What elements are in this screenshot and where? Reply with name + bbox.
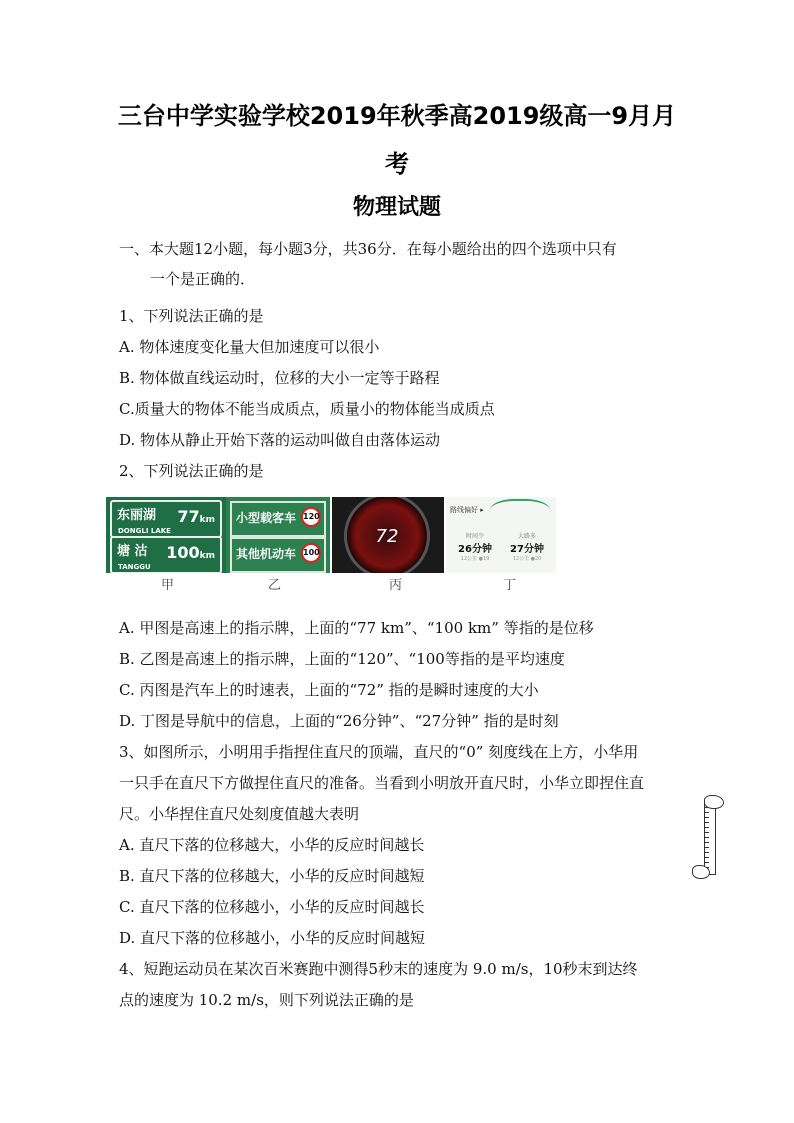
route-line	[490, 499, 550, 527]
q1-option-d: D. 物体从静止开始下落的运动叫做自由落体运动	[119, 431, 441, 449]
sign-place-1: 东丽湖	[117, 508, 157, 523]
limit-value-1: 120	[301, 507, 321, 527]
limit-row-1	[230, 501, 326, 537]
sign-row-tanggu	[110, 536, 222, 573]
sign-distance-2: 100km	[166, 543, 215, 562]
instructions-line-2: 一个是正确的．	[150, 270, 256, 288]
subtitle: 物理试题	[352, 195, 441, 220]
ruler-figure	[690, 795, 730, 885]
limit-value-2: 100	[301, 543, 321, 563]
q3-option-c: C. 直尺下落的位移越小，小华的反应时间越长	[119, 898, 425, 916]
sign-distance-1: 77km	[177, 507, 215, 526]
caption-yi: 乙	[268, 578, 282, 593]
caption-jia: 甲	[161, 578, 175, 593]
q1-option-c: C.质量大的物体不能当成质点，质量小的物体能当成质点	[119, 400, 495, 418]
nav-option-2: 大路多 27分钟 12公里 ●20	[510, 533, 544, 562]
q2-image-strip	[106, 497, 556, 573]
q2-option-a: A. 甲图是高速上的指示牌，上面的“77 km”、“100 km” 等指的是位移	[119, 619, 594, 637]
sign-place-2: 塘 沽	[117, 544, 148, 559]
hand-bottom-icon	[692, 865, 710, 879]
q2-option-c: C. 丙图是汽车上的时速表，上面的“72” 指的是瞬时速度的大小	[119, 681, 539, 699]
title-line-2: 考	[385, 150, 409, 178]
caption-bing: 丙	[389, 578, 403, 593]
image-yi-speed-limit-sign	[226, 497, 330, 573]
q1-stem: 1、下列说法正确的是	[119, 307, 264, 325]
image-bing-speedometer	[332, 497, 444, 573]
instructions-line-1: 一、本大题12小题，每小题3分，共36分．在每小题给出的四个选项中只有	[119, 240, 617, 258]
q3-stem-1: 3、如图所示，小明用手指捏住直尺的顶端，直尺的“0” 刻度线在上方，小华用	[119, 743, 639, 761]
caption-ding: 丁	[503, 578, 517, 593]
hand-top-icon	[704, 795, 724, 809]
q3-stem-2: 一只手在直尺下方做捏住直尺的准备。当看到小明放开直尺时，小华立即捏住直	[119, 774, 645, 792]
q1-option-a: A. 物体速度变化量大但加速度可以很小	[119, 338, 380, 356]
q3-option-d: D. 直尺下落的位移越小，小华的反应时间越短	[119, 929, 426, 947]
ruler	[704, 801, 716, 875]
q2-option-d: D. 丁图是导航中的信息，上面的“26分钟”、“27分钟” 指的是时刻	[119, 712, 559, 730]
q2-option-b: B. 乙图是高速上的指示牌，上面的“120”、“100等指的是平均速度	[119, 650, 565, 668]
speedometer-dial	[344, 497, 430, 573]
q3-option-a: A. 直尺下落的位移越大，小华的反应时间越长	[119, 836, 425, 854]
title-line-1: 三台中学实验学校2019年秋季高2019级高一9月月	[117, 102, 677, 130]
image-ding-navigation	[446, 497, 556, 573]
q3-stem-3: 尺。小华捏住直尺处刻度值越大表明	[119, 805, 360, 823]
image-jia-road-sign	[106, 497, 226, 573]
nav-header: 路线偏好 ▸	[450, 506, 484, 514]
q4-stem-1: 4、短跑运动员在某次百米赛跑中测得5秒末的速度为 9.0 m/s，10秒末到达终	[119, 960, 638, 978]
sign-place-1-en: DONGLI LAKE	[118, 527, 171, 535]
limit-vehicle-2: 其他机动车	[236, 547, 297, 561]
q2-stem: 2、下列说法正确的是	[119, 462, 264, 480]
nav-option-1: 时间少 26分钟 12公里 ●19	[458, 533, 492, 562]
speedometer-reading: 72	[375, 526, 399, 547]
q3-option-b: B. 直尺下落的位移越大，小华的反应时间越短	[119, 867, 425, 885]
q4-stem-2: 点的速度为 10.2 m/s，则下列说法正确的是	[119, 991, 414, 1009]
sign-place-2-en: TANGGU	[118, 563, 151, 571]
limit-vehicle-1: 小型载客车	[236, 511, 297, 525]
limit-row-2	[230, 537, 326, 573]
q1-option-b: B. 物体做直线运动时，位移的大小一定等于路程	[119, 369, 440, 387]
sign-row-dongli	[110, 500, 222, 538]
